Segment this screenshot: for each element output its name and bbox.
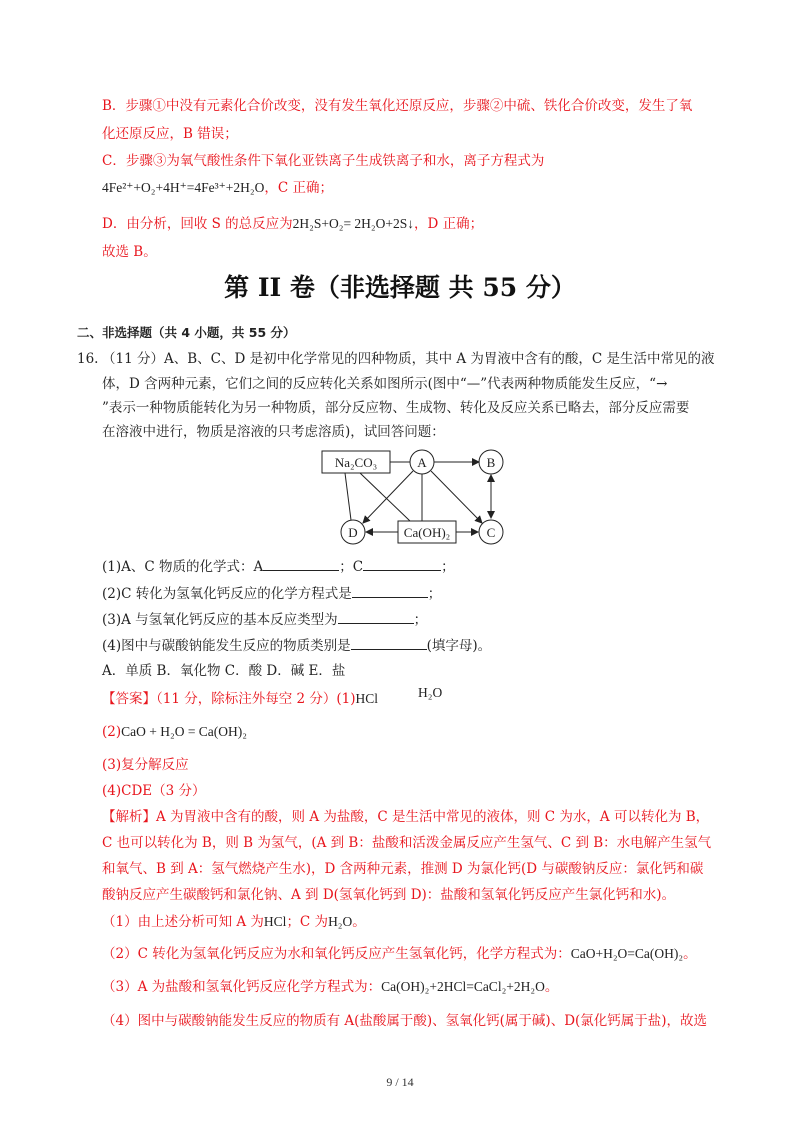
analysis-label: 【解析】 [102, 809, 156, 825]
analysis-part1 [102, 912, 366, 932]
caoh2-label: Ca(OH)₂ [403, 525, 451, 540]
node-d-label: D [348, 525, 358, 540]
answer16-line3: (3)复分解反应 [102, 757, 189, 773]
question-stem-line4: 在溶液中进行，物质是溶液的只考虑溶质)，试回答问题： [102, 424, 445, 440]
node-a-label: A [417, 455, 427, 470]
answer16-line4: (4)CDE（3 分） [102, 783, 206, 799]
answer16-line2 [102, 722, 247, 742]
answer16-h2o: H₂O [418, 685, 443, 700]
analysis-line4: 酸钠反应产生碳酸钙和氯化钠、A 到 D(氢氧化钙到 D)：盐酸和氢氧化钙反应产生氯化钙和水)。 [102, 887, 676, 903]
answer-b-line1: B．步骤①中没有元素化合价改变，没有发生氧化还原反应，步骤②中硫、铁化合价改变，发生了氧 [102, 98, 693, 114]
subquestion-2-end: ； [427, 586, 442, 602]
subquestion-2-text: (2)C 转化为氢氧化钙反应的化学方程式是 [102, 586, 352, 602]
answer-options: A．单质 B．氧化物 C．酸 D．碱 E．盐 [102, 663, 346, 679]
answer-blank-reaction-type[interactable] [338, 609, 414, 624]
answer-d-text: D．由分析，回收 S 的总反应为 [102, 216, 293, 232]
subquestion-4-end: (填字母)。 [426, 638, 492, 654]
analysis-part4: （4）图中与碳酸钠能发生反应的物质有 A(盐酸属于酸)、氢氧化钙(属于碱)、D(氯化钙属于盐)，故选 [102, 1013, 708, 1029]
analysis-line2: C 也可以转化为 B，则 B 为氢气，(A 到 B：盐酸和活泼金属反应产生氢气、C 到 B：水电解产生氢气 [102, 835, 712, 851]
answer-b-line2: 化还原反应，B 错误； [102, 126, 238, 142]
answer-d-tail: ，D 正确； [414, 216, 484, 232]
answer-blank-equation[interactable] [352, 583, 428, 598]
analysis-part2-equation: CaO+H₂O=Ca(OH)₂ [570, 946, 684, 961]
question-stem-line3: ”表示一种物质能转化为另一种物质，部分反应物、生成物、转化及反应关系已略去，部分反应需要 [102, 400, 690, 416]
subquestion-1 [102, 556, 455, 577]
answer16-intro: （11 分，除标注外每空 2 分）(1) [156, 691, 356, 707]
node-b-label: B [486, 455, 496, 470]
analysis-part3-equation: Ca(OH)₂+2HCl=CaCl₂+2H₂O [381, 979, 545, 994]
section-subtitle: 二、非选择题（共 4 小题，共 55 分） [77, 325, 296, 340]
answer-blank-a[interactable] [263, 556, 339, 571]
analysis-part3-text: （3）A 为盐酸和氢氧化钙反应化学方程式为： [102, 979, 382, 995]
ionic-equation: 4Fe²⁺+O₂+4H⁺=4Fe³⁺+2H₂O [102, 180, 265, 195]
answer-blank-category[interactable] [351, 635, 427, 650]
analysis-part1-h2o: H₂O [328, 914, 353, 929]
node-c-label: C [486, 525, 496, 540]
subquestion-1-prefix: (1)A、C 物质的化学式：A [102, 559, 264, 575]
answer-c-line2 [102, 178, 333, 198]
analysis-line1 [102, 807, 709, 827]
analysis-part2-end: 。 [683, 946, 697, 962]
section-title: 第 II 卷（非选择题 共 55 分） [224, 273, 576, 302]
subquestion-4-text: (4)图中与碳酸钠能发生反应的物质类别是 [102, 638, 351, 654]
answer-blank-c[interactable] [363, 556, 441, 571]
answer16-hcl: HCl [355, 691, 379, 706]
answer16-line1 [102, 685, 443, 709]
answer-c-line1: C．步骤③为氧气酸性条件下氧化亚铁离子生成铁离子和水，离子方程式为 [102, 153, 545, 169]
total-reaction-equation: 2H₂S+O₂= 2H₂O+2S↓ [292, 216, 415, 231]
analysis-part2 [102, 944, 697, 964]
subquestion-1-mid: ；C [339, 559, 364, 575]
question-number: 16. [77, 351, 99, 367]
analysis-part1-mid: ；C 为 [286, 914, 329, 930]
subquestion-4 [102, 635, 491, 656]
subquestion-3 [102, 609, 427, 630]
reaction-diagram [0, 448, 800, 548]
page-number: 9 / 14 [386, 1075, 414, 1089]
analysis-line3: 和氧气、B 到 A：氢气燃烧产生水)，D 含两种元素，推测 D 为氯化钙(D 与碳酸钠反应：氯化钙和碳 [102, 861, 704, 877]
question-stem-line2: 体，D 含两种元素，它们之间的反应转化关系如图所示(图中“—”代表两种物质能发生反应，“→ [102, 376, 668, 392]
analysis-part1-end: 。 [352, 914, 366, 930]
subquestion-1-end: ； [441, 559, 455, 575]
subquestion-3-end: ； [413, 612, 428, 628]
subquestion-3-text: (3)A 与氢氧化钙反应的基本反应类型为 [102, 612, 338, 628]
analysis-part2-text: （2）C 转化为氢氧化钙反应为水和氧化钙反应产生氢氧化钙，化学方程式为： [102, 946, 571, 962]
answer-d-line [102, 214, 483, 234]
answer16-a2-prefix: (2) [102, 724, 122, 740]
analysis-part1-text: （1）由上述分析可知 A 为 [102, 914, 264, 930]
analysis-part3 [102, 977, 558, 997]
analysis-part3-end: 。 [544, 979, 559, 995]
na2co3-label: Na₂CO₃ [334, 455, 378, 470]
answer16-a2-equation: CaO + H₂O = Ca(OH)₂ [121, 724, 247, 739]
subquestion-2 [102, 583, 441, 604]
answer-conclusion: 故选 B。 [102, 244, 157, 260]
question-stem-line1: （11 分）A、B、C、D 是初中化学常见的四种物质，其中 A 为胃液中含有的酸，C 是生活中常见的液 [102, 351, 715, 367]
analysis-text-1: A 为胃液中含有的酸，则 A 为盐酸，C 是生活中常见的液体，则 C 为水，A 可以转化为 B， [156, 809, 710, 825]
answer-c-tail: ，C 正确； [264, 180, 333, 196]
answer16-label: 【答案】 [102, 691, 156, 707]
analysis-part1-hcl: HCl [263, 914, 287, 929]
